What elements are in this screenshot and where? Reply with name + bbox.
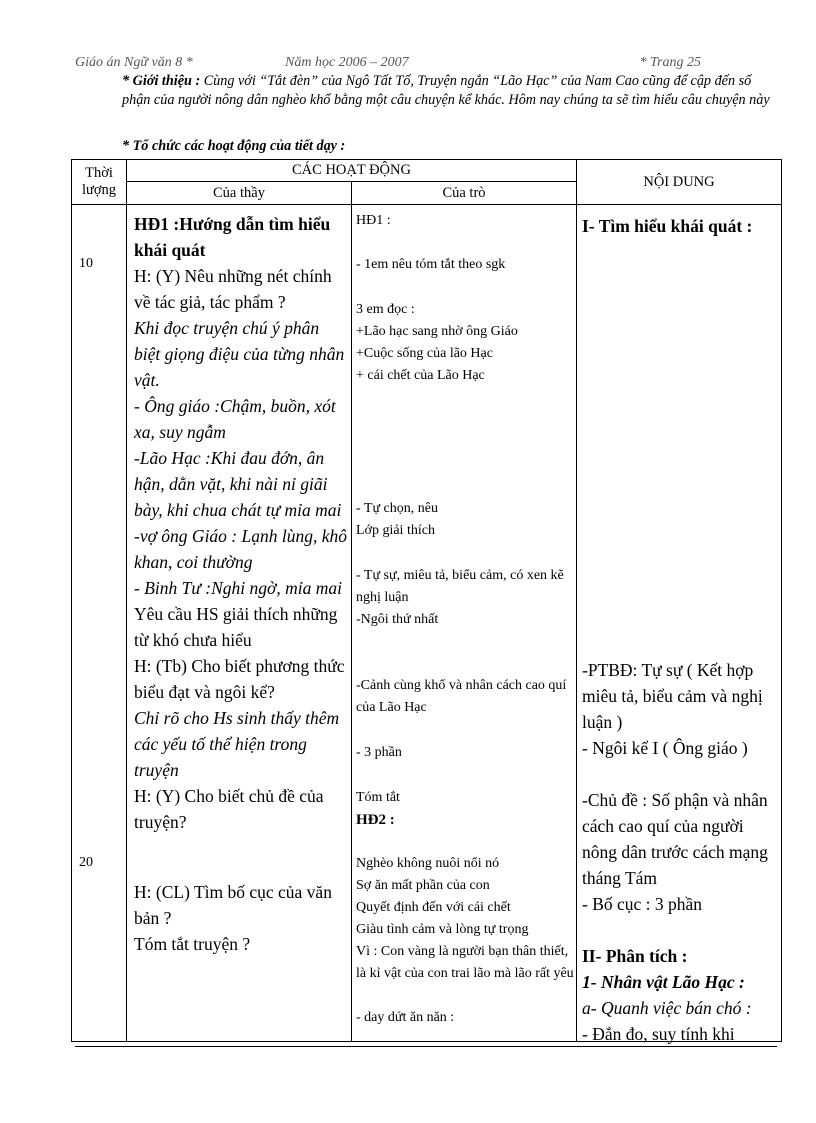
content-line: - Đắn đo, suy tính khi bbox=[582, 1024, 735, 1044]
student-line: + cái chết của Lão Hạc bbox=[356, 368, 485, 383]
teacher-line: Khi đọc truyện chú ý phân biệt giọng điệu của từng nhân vật. bbox=[134, 318, 345, 390]
student-line: Vì : Con vàng là người bạn thân thiết, là kỉ vật của con trai lão mà lão rất yêu bbox=[356, 944, 574, 981]
header-activities: CÁC HOẠT ĐỘNG bbox=[127, 160, 577, 182]
student-cell bbox=[352, 205, 577, 1042]
header-right: * Trang 25 bbox=[639, 55, 701, 70]
student-line: Quyết định đến với cái chết bbox=[356, 900, 511, 915]
student-line: - 1em nêu tóm tắt theo sgk bbox=[356, 257, 506, 272]
teacher-line: Tóm tắt truyện ? bbox=[134, 934, 251, 954]
content-line: - Ngôi kể I ( Ông giáo ) bbox=[582, 738, 748, 758]
time-value: 10 bbox=[79, 256, 93, 271]
student-line: - Tự sự, miêu tả, biểu cảm, có xen kẽ nghị luận bbox=[356, 568, 564, 605]
student-line: Lớp giải thích bbox=[356, 523, 435, 538]
student-line: Giàu tình cảm và lòng tự trọng bbox=[356, 922, 529, 937]
time-value: 20 bbox=[79, 855, 93, 870]
student-line: -Ngôi thứ nhất bbox=[356, 612, 439, 627]
page-header bbox=[75, 55, 701, 73]
student-line: - 3 phần bbox=[356, 745, 402, 760]
header-teacher: Của thầy bbox=[127, 182, 352, 205]
student-line: Tóm tắt bbox=[356, 790, 400, 805]
teacher-line: - Ông giáo :Chậm, buồn, xót xa, suy ngẫm bbox=[134, 396, 336, 442]
student-line: HĐ2 : bbox=[356, 812, 395, 828]
student-line: +Lão hạc sang nhờ ông Giáo bbox=[356, 324, 518, 339]
content-line: 1- Nhân vật Lão Hạc : bbox=[582, 972, 745, 992]
teacher-line: H: (Tb) Cho biết phương thức biểu đạt và ngôi kể? bbox=[134, 656, 345, 702]
intro-paragraph bbox=[122, 72, 777, 110]
content-cell bbox=[577, 205, 782, 1042]
student-line: +Cuộc sống của lão Hạc bbox=[356, 346, 493, 361]
teacher-line: Yêu cầu HS giải thích những từ khó chưa hiểu bbox=[134, 604, 338, 650]
header-time: Thời lượng bbox=[72, 160, 127, 205]
content-line: -Chủ đề : Số phận và nhân cách cao quí của người nông dân trước cách mạng tháng Tám bbox=[582, 790, 768, 888]
content-line: a- Quanh việc bán chó : bbox=[582, 998, 752, 1018]
lesson-table bbox=[71, 159, 782, 1042]
content-line: -PTBĐ: Tự sự ( Kết hợp miêu tả, biểu cảm và nghị luận ) bbox=[582, 660, 763, 732]
header-content: NỘI DUNG bbox=[577, 160, 782, 205]
header-left: Giáo án Ngữ văn 8 * bbox=[75, 55, 193, 70]
footer-rule bbox=[75, 1046, 777, 1047]
intro-text: Cùng với “Tắt đèn” của Ngô Tất Tố, Truyện ngắn “Lão Hạc” của Nam Cao cũng để cập đến số phận của người nông dân nghèo khổ bằng một câu chuyện kể khác. Hôm nay chúng ta sẽ tìm hiểu câu chuyện này bbox=[122, 73, 770, 108]
teacher-line: - Binh Tư :Nghi ngờ, mỉa mai bbox=[134, 578, 342, 598]
student-line: - Tự chọn, nêu bbox=[356, 501, 438, 516]
student-line: 3 em đọc : bbox=[356, 302, 415, 317]
teacher-cell bbox=[127, 205, 352, 1042]
teacher-line: H: (Y) Cho biết chủ đề của truyện? bbox=[134, 786, 324, 832]
header-student: Của trò bbox=[352, 182, 577, 205]
student-line: Nghèo không nuôi nổi nó bbox=[356, 856, 500, 871]
student-line: Sợ ăn mất phần của con bbox=[356, 878, 490, 893]
content-line: II- Phân tích : bbox=[582, 946, 688, 966]
intro-label: * Giới thiệu : bbox=[122, 73, 201, 89]
teacher-line: -vợ ông Giáo : Lạnh lùng, khô khan, coi thường bbox=[134, 526, 347, 572]
teacher-line: Chỉ rõ cho Hs sinh thấy thêm các yếu tố thể hiện trong truyện bbox=[134, 708, 340, 780]
student-line: HĐ1 : bbox=[356, 213, 391, 228]
teacher-line: HĐ1 :Hướng dẫn tìm hiểu khái quát bbox=[134, 214, 331, 260]
teacher-line: H: (CL) Tìm bố cục của văn bản ? bbox=[134, 882, 332, 928]
header-center: Năm học 2006 – 2007 bbox=[285, 55, 409, 70]
student-line: -Cảnh cùng khổ và nhân cách cao quí của Lão Hạc bbox=[356, 678, 567, 715]
time-cell bbox=[72, 205, 127, 1042]
organize-heading: * Tổ chức các hoạt động của tiết dạy : bbox=[122, 138, 346, 154]
content-line: - Bố cục : 3 phần bbox=[582, 894, 703, 914]
teacher-line: -Lão Hạc :Khi đau đớn, ân hận, dằn vặt, khi nài nỉ giãi bày, khi chua chát tự mỉa mai bbox=[134, 448, 342, 520]
content-line: I- Tìm hiểu khái quát : bbox=[582, 216, 753, 236]
teacher-line: H: (Y) Nêu những nét chính về tác giả, tác phẩm ? bbox=[134, 266, 332, 312]
student-line: - day dứt ăn năn : bbox=[356, 1010, 455, 1025]
